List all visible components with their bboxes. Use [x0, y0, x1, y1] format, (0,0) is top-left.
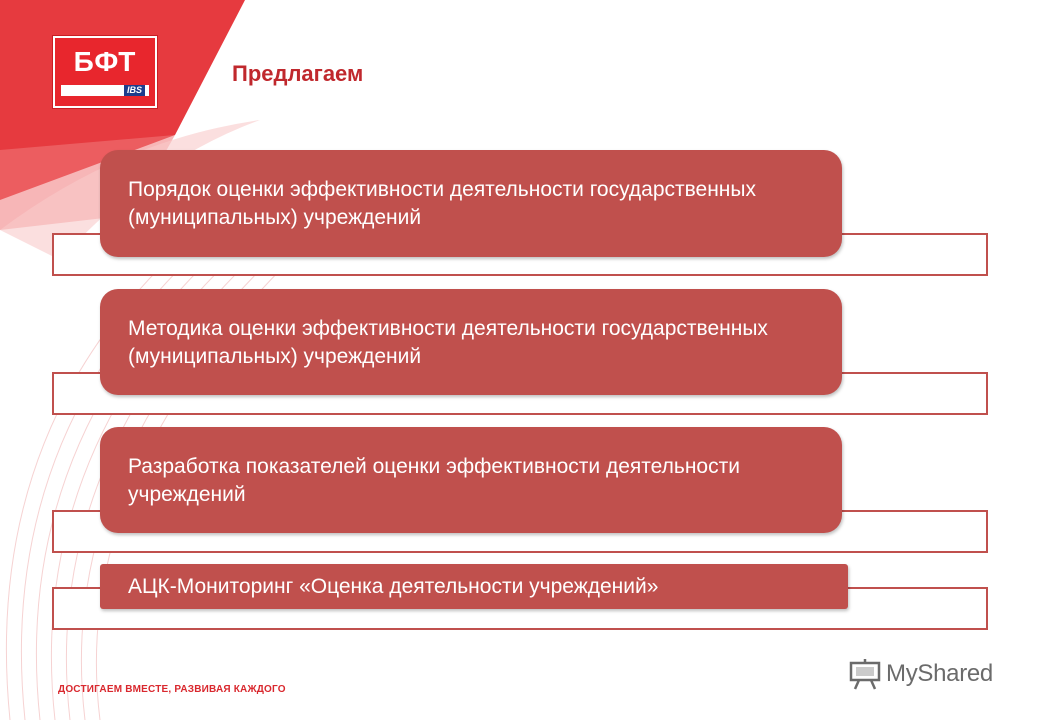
item-card-3: [100, 427, 842, 533]
item-text-3: Разработка показателей оценки эффективности деятельности учреждений: [128, 455, 740, 506]
watermark-text: MyShared: [886, 660, 993, 687]
logo-bar: [61, 85, 149, 96]
slide-title: Предлагаем: [232, 61, 364, 86]
presentation-board-icon: [848, 657, 882, 691]
myshared-watermark[interactable]: [848, 656, 993, 692]
item-text-1: Порядок оценки эффективности деятельности государственных (муниципальных) учреждений: [128, 178, 757, 229]
logo-text: БФТ: [73, 46, 137, 77]
item-card-1: [100, 150, 842, 257]
item-card-4: [100, 564, 848, 609]
item-text-2: Методика оценки эффективности деятельности государственных (муниципальных) учреждений: [128, 317, 768, 368]
item-text-4: АЦК-Мониторинг «Оценка деятельности учреждений»: [128, 575, 659, 598]
footer-slogan: ДОСТИГАЕМ ВМЕСТЕ, РАЗВИВАЯ КАЖДОГО: [58, 684, 286, 695]
item-card-2: [100, 289, 842, 395]
bft-logo: [53, 36, 157, 108]
logo-ibs-label: IBS: [124, 85, 145, 96]
